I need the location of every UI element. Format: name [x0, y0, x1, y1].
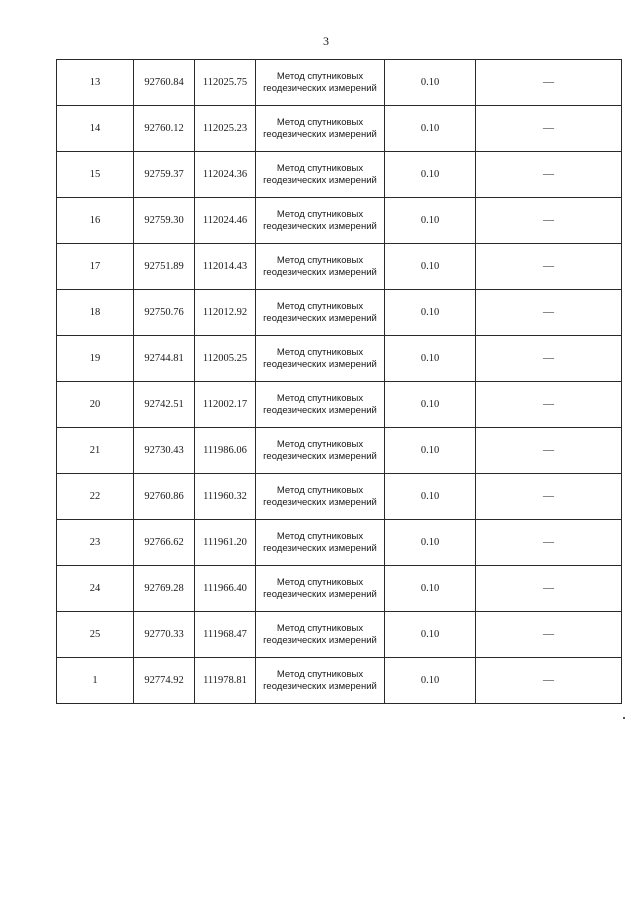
y-coordinate-cell: 112025.75	[195, 60, 256, 106]
method-line-2: геодезических измерений	[263, 266, 377, 278]
precision-cell: 0.10	[385, 152, 476, 198]
precision-cell: 0.10	[385, 198, 476, 244]
method-line-1: Метод спутниковых	[276, 116, 364, 128]
table-row	[57, 428, 622, 474]
method-line-2: геодезических измерений	[263, 358, 377, 370]
x-coordinate-cell: 92759.37	[134, 152, 195, 198]
table-row	[57, 566, 622, 612]
method-line-2: геодезических измерений	[263, 542, 377, 554]
y-coordinate-cell: 112025.23	[195, 106, 256, 152]
note-dash: —	[543, 122, 554, 134]
method-line-2: геодезических измерений	[263, 404, 377, 416]
method-line-1: Метод спутниковых	[276, 392, 364, 404]
x-coordinate-cell: 92760.12	[134, 106, 195, 152]
x-coordinate-cell: 92766.62	[134, 520, 195, 566]
point-number-cell: 19	[57, 336, 134, 382]
method-line-1: Метод спутниковых	[276, 484, 364, 496]
method-line-1: Метод спутниковых	[276, 208, 364, 220]
y-coordinate-cell: 112014.43	[195, 244, 256, 290]
x-coordinate-cell: 92750.76	[134, 290, 195, 336]
method-cell	[256, 198, 385, 244]
x-coordinate-cell: 92760.84	[134, 60, 195, 106]
y-coordinate-cell: 111966.40	[195, 566, 256, 612]
method-line-2: геодезических измерений	[263, 496, 377, 508]
point-number-cell: 18	[57, 290, 134, 336]
point-number-cell: 1	[57, 658, 134, 704]
precision-cell: 0.10	[385, 244, 476, 290]
method-line-2: геодезических измерений	[263, 312, 377, 324]
table-row	[57, 152, 622, 198]
note-dash: —	[543, 490, 554, 502]
method-cell	[256, 106, 385, 152]
point-number-cell: 17	[57, 244, 134, 290]
note-dash: —	[543, 168, 554, 180]
method-line-1: Метод спутниковых	[276, 254, 364, 266]
table-row	[57, 60, 622, 106]
method-line-2: геодезических измерений	[263, 588, 377, 600]
note-cell	[476, 244, 622, 290]
precision-cell: 0.10	[385, 520, 476, 566]
table-row	[57, 336, 622, 382]
table-row	[57, 382, 622, 428]
note-dash: —	[543, 674, 554, 686]
x-coordinate-cell: 92769.28	[134, 566, 195, 612]
y-coordinate-cell: 112024.36	[195, 152, 256, 198]
method-cell	[256, 244, 385, 290]
method-cell	[256, 658, 385, 704]
note-cell	[476, 520, 622, 566]
method-line-2: геодезических измерений	[263, 450, 377, 462]
method-line-2: геодезических измерений	[263, 174, 377, 186]
method-cell	[256, 336, 385, 382]
precision-cell: 0.10	[385, 612, 476, 658]
page-number: 3	[323, 34, 329, 48]
x-coordinate-cell: 92742.51	[134, 382, 195, 428]
note-cell	[476, 290, 622, 336]
method-line-1: Метод спутниковых	[276, 668, 364, 680]
method-cell	[256, 474, 385, 520]
note-dash: —	[543, 76, 554, 88]
y-coordinate-cell: 112002.17	[195, 382, 256, 428]
x-coordinate-cell: 92770.33	[134, 612, 195, 658]
method-line-1: Метод спутниковых	[276, 162, 364, 174]
method-cell	[256, 382, 385, 428]
x-coordinate-cell: 92774.92	[134, 658, 195, 704]
note-dash: —	[543, 536, 554, 548]
y-coordinate-cell: 111986.06	[195, 428, 256, 474]
note-cell	[476, 336, 622, 382]
note-cell	[476, 612, 622, 658]
precision-cell: 0.10	[385, 566, 476, 612]
point-number-cell: 24	[57, 566, 134, 612]
precision-cell: 0.10	[385, 428, 476, 474]
note-cell	[476, 658, 622, 704]
method-line-1: Метод спутниковых	[276, 622, 364, 634]
y-coordinate-cell: 111961.20	[195, 520, 256, 566]
x-coordinate-cell: 92751.89	[134, 244, 195, 290]
table-row	[57, 198, 622, 244]
note-dash: —	[543, 628, 554, 640]
method-cell	[256, 612, 385, 658]
x-coordinate-cell: 92759.30	[134, 198, 195, 244]
note-cell	[476, 382, 622, 428]
method-line-1: Метод спутниковых	[276, 300, 364, 312]
method-cell	[256, 566, 385, 612]
method-line-2: геодезических измерений	[263, 128, 377, 140]
table-row	[57, 474, 622, 520]
precision-cell: 0.10	[385, 474, 476, 520]
method-cell	[256, 60, 385, 106]
method-cell	[256, 428, 385, 474]
y-coordinate-cell: 111960.32	[195, 474, 256, 520]
y-coordinate-cell: 112012.92	[195, 290, 256, 336]
point-number-cell: 20	[57, 382, 134, 428]
method-line-2: геодезических измерений	[263, 634, 377, 646]
point-number-cell: 16	[57, 198, 134, 244]
note-dash: —	[543, 398, 554, 410]
method-line-1: Метод спутниковых	[276, 576, 364, 588]
method-line-1: Метод спутниковых	[276, 70, 364, 82]
method-cell	[256, 520, 385, 566]
x-coordinate-cell: 92744.81	[134, 336, 195, 382]
table-row	[57, 658, 622, 704]
x-coordinate-cell: 92760.86	[134, 474, 195, 520]
table-row	[57, 290, 622, 336]
coordinates-table	[56, 59, 622, 704]
y-coordinate-cell: 111978.81	[195, 658, 256, 704]
method-cell	[256, 152, 385, 198]
note-cell	[476, 474, 622, 520]
method-line-2: геодезических измерений	[263, 82, 377, 94]
precision-cell: 0.10	[385, 60, 476, 106]
precision-cell: 0.10	[385, 106, 476, 152]
note-dash: —	[543, 214, 554, 226]
point-number-cell: 25	[57, 612, 134, 658]
y-coordinate-cell: 111968.47	[195, 612, 256, 658]
note-cell	[476, 152, 622, 198]
note-cell	[476, 106, 622, 152]
table-row	[57, 520, 622, 566]
y-coordinate-cell: 112024.46	[195, 198, 256, 244]
point-number-cell: 22	[57, 474, 134, 520]
precision-cell: 0.10	[385, 658, 476, 704]
point-number-cell: 13	[57, 60, 134, 106]
note-dash: —	[543, 444, 554, 456]
note-cell	[476, 198, 622, 244]
note-dash: —	[543, 352, 554, 364]
x-coordinate-cell: 92730.43	[134, 428, 195, 474]
y-coordinate-cell: 112005.25	[195, 336, 256, 382]
note-cell	[476, 428, 622, 474]
scan-speck	[623, 717, 625, 719]
note-dash: —	[543, 582, 554, 594]
method-line-1: Метод спутниковых	[276, 438, 364, 450]
note-cell	[476, 60, 622, 106]
precision-cell: 0.10	[385, 382, 476, 428]
table-row	[57, 612, 622, 658]
precision-cell: 0.10	[385, 290, 476, 336]
note-cell	[476, 566, 622, 612]
point-number-cell: 23	[57, 520, 134, 566]
method-line-2: геодезических измерений	[263, 680, 377, 692]
method-line-2: геодезических измерений	[263, 220, 377, 232]
table-row	[57, 244, 622, 290]
coordinates-table-body	[57, 60, 622, 704]
point-number-cell: 14	[57, 106, 134, 152]
precision-cell: 0.10	[385, 336, 476, 382]
point-number-cell: 21	[57, 428, 134, 474]
table-row	[57, 106, 622, 152]
note-dash: —	[543, 306, 554, 318]
method-line-1: Метод спутниковых	[276, 530, 364, 542]
method-line-1: Метод спутниковых	[276, 346, 364, 358]
note-dash: —	[543, 260, 554, 272]
point-number-cell: 15	[57, 152, 134, 198]
method-cell	[256, 290, 385, 336]
